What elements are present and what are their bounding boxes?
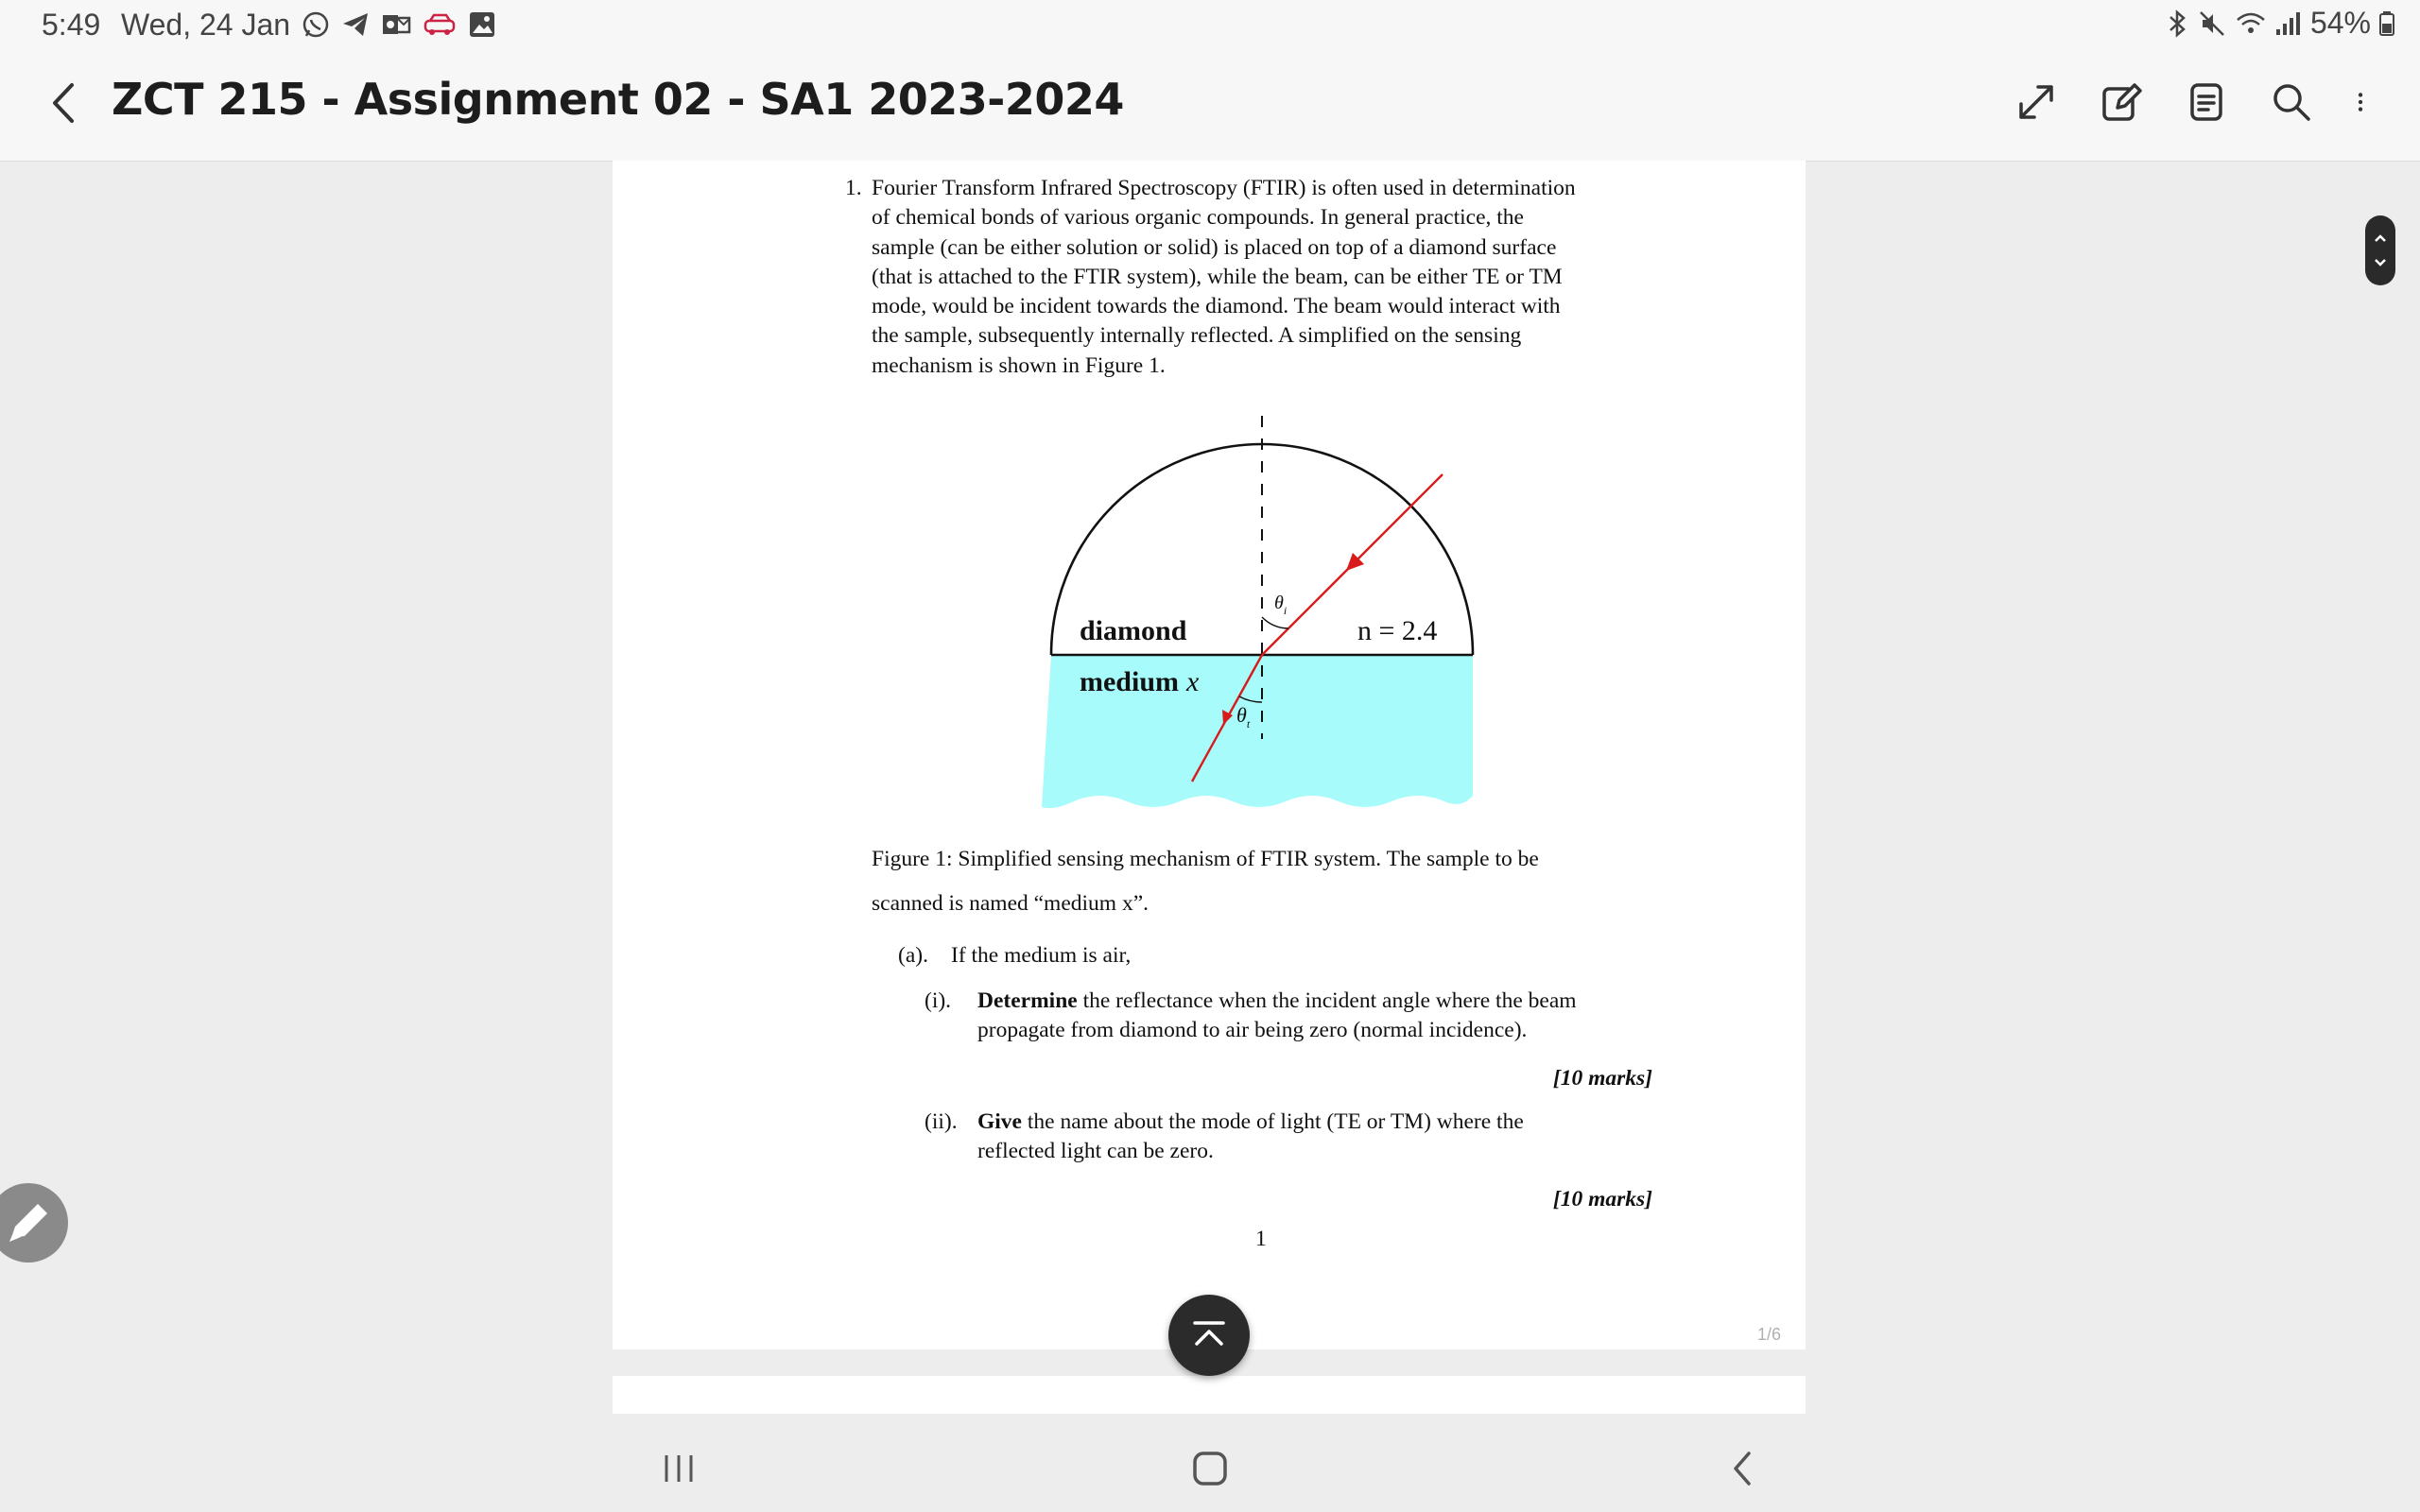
- caption-line-2: scanned is named “medium x”.: [872, 891, 1150, 916]
- label-theta-t-sub: t: [1246, 717, 1251, 730]
- part-a: [898, 943, 1131, 969]
- toolbar-actions: [2014, 79, 2378, 125]
- label-theta-i-sub: i: [1283, 604, 1288, 617]
- question-number: 1.: [845, 176, 862, 200]
- fast-scroll-handle[interactable]: [2365, 215, 2395, 285]
- mute-icon: [2197, 9, 2227, 39]
- page-number: 1: [1255, 1227, 1267, 1251]
- scroll-chevrons-icon: [2365, 215, 2395, 285]
- label-medium-word: medium: [1080, 666, 1179, 697]
- label-refractive-index: n = 2.4: [1357, 615, 1438, 646]
- battery-percent: 54%: [2309, 6, 2371, 40]
- notification-icons: [301, 9, 497, 40]
- telegram-icon: [340, 9, 371, 40]
- part-a-i-keyword: Determine: [977, 988, 1078, 1013]
- question-line: (that is attached to the FTIR system), while the beam, can be either TE or TM: [872, 264, 1563, 289]
- label-theta-i: [1274, 593, 1287, 617]
- status-date: Wed, 24 Jan: [121, 8, 291, 42]
- signal-icon: [2274, 9, 2303, 39]
- wifi-icon: [2235, 9, 2267, 39]
- pencil-icon: [0, 1183, 68, 1263]
- label-diamond: diamond: [1080, 615, 1187, 646]
- part-a-i-line2: propagate from diamond to air being zero (normal incidence).: [977, 1018, 1528, 1043]
- part-a-i-line1: the reflectance when the incident angle where the beam: [1077, 988, 1577, 1013]
- part-a-ii-text: [977, 1108, 1639, 1167]
- home-icon[interactable]: [1182, 1440, 1238, 1497]
- app-bar: [0, 47, 2420, 162]
- part-a-ii-line2: reflected light can be zero.: [977, 1139, 1214, 1164]
- part-a-ii-line1: the name about the mode of light (TE or TM) where the: [1022, 1109, 1524, 1134]
- edit-icon[interactable]: [2099, 79, 2144, 125]
- scroll-top-icon: [1168, 1295, 1250, 1376]
- whatsapp-icon: [301, 9, 331, 40]
- figure-caption: [872, 837, 1651, 926]
- label-theta-i-symbol: θ: [1274, 593, 1284, 613]
- battery-icon: [2378, 9, 2395, 39]
- caption-line-1: Figure 1: Simplified sensing mechanism of FTIR system. The sample to be: [872, 847, 1539, 871]
- question-line: the sample, subsequently internally reflected. A simplified on the sensing: [872, 323, 1522, 349]
- marks-a-i: [10 marks]: [1552, 1066, 1652, 1091]
- question-line: mode, would be incident towards the diamond. The beam would interact with: [872, 294, 1561, 319]
- expand-icon[interactable]: [2014, 79, 2059, 125]
- pdf-page-next: [613, 1376, 1806, 1414]
- figure-1: [613, 161, 1806, 822]
- status-time: 5:49: [42, 8, 101, 42]
- bluetooth-icon: [2165, 9, 2189, 39]
- outlook-icon: [380, 9, 412, 40]
- back-nav-icon[interactable]: [1715, 1440, 1772, 1497]
- document-title: ZCT 215 - Assignment 02 - SA1 2023-2024: [112, 74, 1124, 125]
- document-icon[interactable]: [2184, 79, 2229, 125]
- navigation-bar: [0, 1427, 2420, 1512]
- label-theta-t-symbol: θ: [1236, 703, 1247, 727]
- part-a-text: If the medium is air,: [951, 943, 1132, 968]
- gallery-icon: [467, 9, 497, 40]
- label-medium-var: x: [1186, 666, 1200, 697]
- pdf-page: [613, 161, 1806, 1349]
- marks-a-ii: [10 marks]: [1552, 1187, 1652, 1211]
- status-bar: [0, 0, 2420, 47]
- question-line: Fourier Transform Infrared Spectroscopy (FTIR) is often used in determination: [872, 176, 1576, 200]
- part-a-i-label: (i).: [925, 988, 952, 1013]
- pen-button[interactable]: [0, 1183, 68, 1263]
- question-line: sample (can be either solution or solid) is placed on top of a diamond surface: [872, 234, 1557, 260]
- search-icon[interactable]: [2269, 79, 2314, 125]
- system-icons: [2165, 6, 2395, 41]
- recent-apps-icon[interactable]: [650, 1440, 707, 1497]
- scroll-to-top-button[interactable]: [1168, 1295, 1250, 1376]
- part-a-label: (a).: [898, 943, 928, 968]
- car-icon: [422, 9, 458, 40]
- part-a-i-text: [977, 987, 1639, 1046]
- back-button[interactable]: [42, 79, 89, 127]
- page-indicator: 1/6: [1756, 1325, 1781, 1344]
- more-options-icon[interactable]: [2354, 79, 2378, 125]
- question-line: of chemical bonds of various organic compounds. In general practice, the: [872, 205, 1524, 231]
- question-line: mechanism is shown in Figure 1.: [872, 352, 1166, 378]
- part-a-ii-label: (ii).: [925, 1109, 958, 1134]
- part-a-ii-keyword: Give: [977, 1109, 1022, 1134]
